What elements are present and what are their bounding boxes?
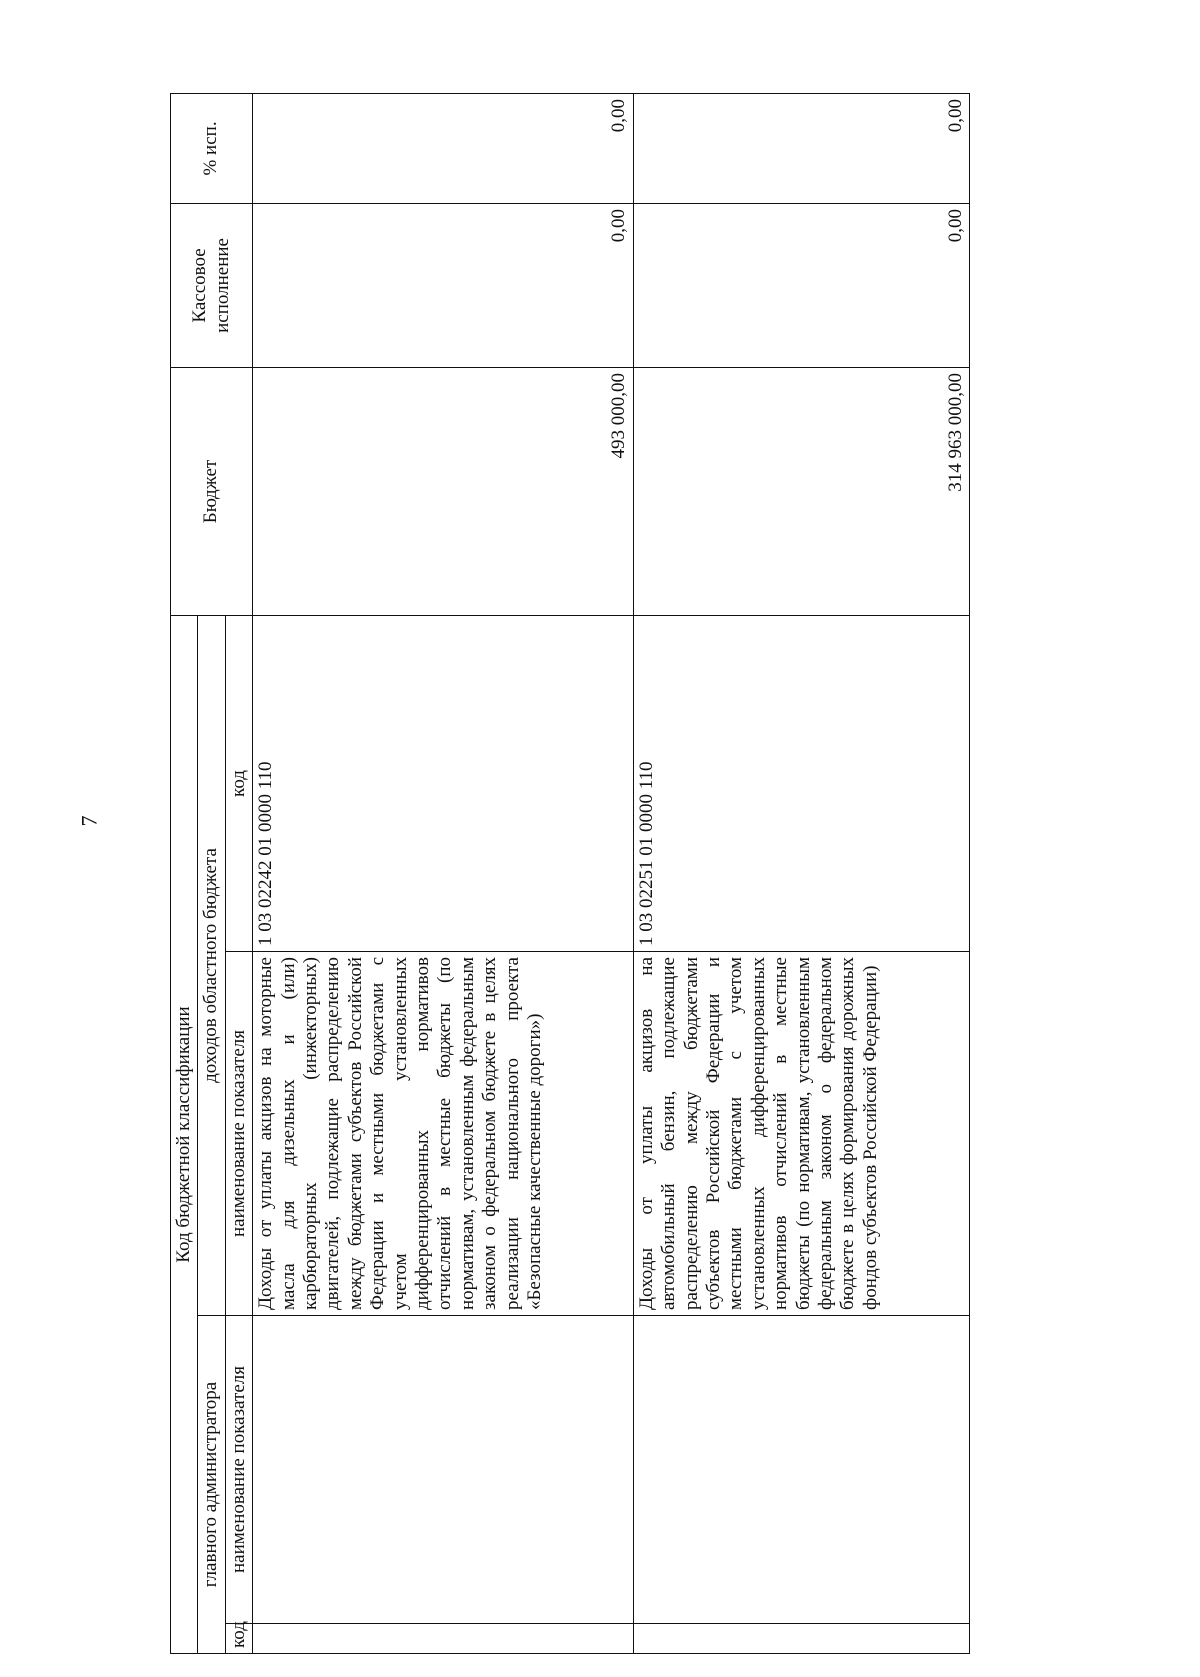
header-admin-code: код: [225, 1624, 252, 1654]
percent-cell: 0,00: [253, 93, 634, 203]
budget-cell: 493 000,00: [253, 367, 634, 615]
header-regional-income: доходов областного бюджета: [198, 615, 225, 1315]
admin-name-cell: [253, 1316, 634, 1624]
admin-name-cell: [633, 1316, 969, 1624]
income-name-cell: Доходы от уплаты акцизов на автомобильный бензин, подлежащие распределению между бюджетами субъектов Российской Федерации и местными бюджетами с учетом установленных дифференцированных нормативов отчислений в местные бюджеты (по нормативам, установленным федеральным законом о федеральном бюджете в целях формирования дорожных фондов субъектов Российской Федерации): [633, 952, 969, 1316]
header-percent: % исп.: [171, 93, 253, 203]
header-cash-execution: Кассовое исполнение: [171, 203, 253, 367]
rotated-table-frame: [170, 94, 970, 1654]
admin-code-cell: [253, 1624, 634, 1654]
execution-cell: 0,00: [253, 203, 634, 367]
header-admin-name: наименование показателя: [225, 1316, 252, 1624]
table-row: [633, 93, 969, 1653]
page-number: 7: [76, 815, 102, 827]
income-code-cell: 1 03 02251 01 0000 110: [633, 615, 969, 951]
header-income-code: код: [225, 615, 252, 951]
income-name-cell: Доходы от уплаты акцизов на моторные масла для дизельных и (или) карбюраторных (инжекторных) двигателей, подлежащие распределению между бюджетами субъектов Российской Федерации и местными бюджетами с учетом установленных дифференцированных нормативов отчислений в местные бюджеты (по нормативам, установленным федеральным законом о федеральном бюджете в целях реализации национального проекта «Безопасные качественные дороги»): [253, 952, 634, 1316]
table-row: [253, 93, 634, 1653]
header-budget: Бюджет: [171, 367, 253, 615]
header-main-administrator: главного администратора: [198, 1316, 225, 1654]
header-income-name: наименование показателя: [225, 952, 252, 1316]
percent-cell: 0,00: [633, 93, 969, 203]
income-code-cell: 1 03 02242 01 0000 110: [253, 615, 634, 951]
execution-cell: 0,00: [633, 203, 969, 367]
admin-code-cell: [633, 1624, 969, 1654]
header-classification-code: Код бюджетной классификации: [171, 615, 198, 1653]
budget-classification-table: [170, 93, 970, 1654]
header-row-1: [171, 93, 198, 1653]
budget-cell: 314 963 000,00: [633, 367, 969, 615]
